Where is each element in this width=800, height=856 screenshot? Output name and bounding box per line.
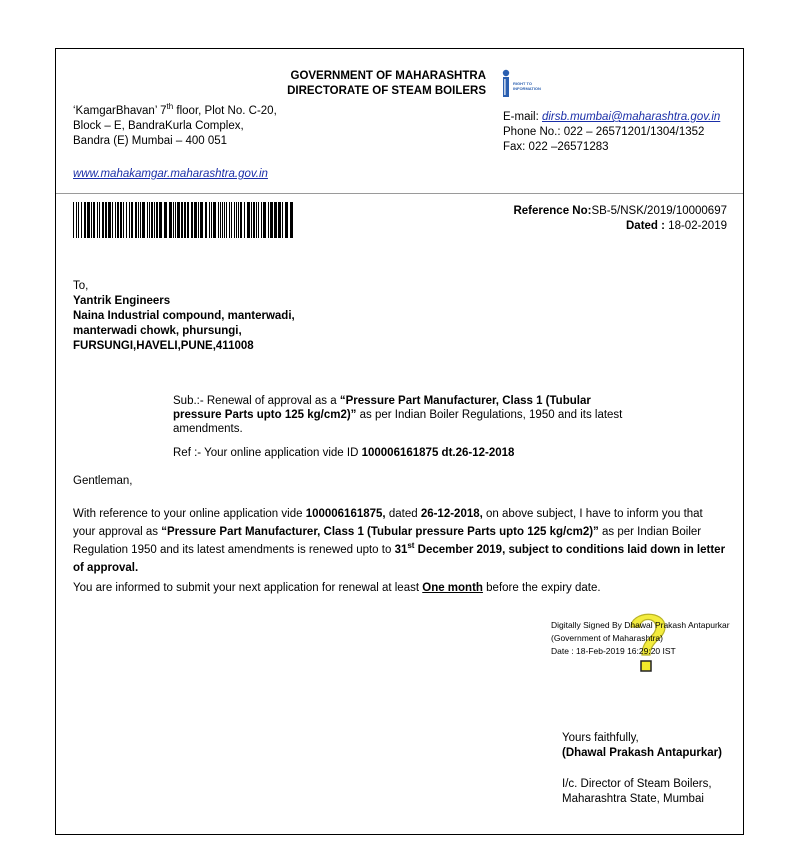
email-label: E-mail: [503,111,542,123]
barcode-bar [154,202,155,238]
barcode-bar [147,202,148,238]
phone-number: Phone No.: 022 – 26571201/1304/1352 [503,126,705,138]
letter-page [55,48,744,835]
barcode-bar [151,202,153,238]
subject-line: Sub.:- Renewal of approval as a “Pressure Part Manufacturer, Class 1 (Tubular pressure Parts upto 125 kg/cm2)” as per Indian Boiler Regulations, 1950 and its latest amendments. [173,395,623,435]
barcode-bar [173,202,174,238]
barcode-bar [112,202,113,238]
rti-logo-text-2: INFORMATION [513,86,541,91]
barcode-bar [76,202,77,238]
barcode-bar [211,202,212,238]
barcode-bar [177,202,180,238]
barcode-bar [278,202,281,238]
barcode-bar [220,202,221,238]
barcode-bar [156,202,158,238]
signatory-designation: I/c. Director of Steam Boilers, Maharashtra State, Mumbai [562,778,712,805]
reference-number: SB-5/NSK/2019/10000697 [591,205,727,217]
barcode-bar [120,202,122,238]
recipient-block: To, Yantrik Engineers Naina Industrial compound, manterwadi, manterwadi chowk, phursungi, FURSUNGI,HAVELI,PUNE,411008 [73,280,295,352]
barcode-bar [159,202,162,238]
barcode-bar [115,202,116,238]
barcode-bar [181,202,183,238]
barcode-bar [87,202,90,238]
barcode-bar [169,202,172,238]
barcode-bar [270,202,273,238]
barcode-bar [224,202,225,238]
website [73,168,268,180]
barcode-bar [229,202,230,238]
barcode-bar [263,202,266,238]
barcode-bar [238,202,239,238]
barcode-bar [164,202,167,238]
barcode-bar [191,202,193,238]
barcode-bar [244,202,245,238]
barcode-bar [247,202,250,238]
office-address: ‘KamgarBhavan’ 7th floor, Plot No. C-20, Block – E, BandraKurla Complex, Bandra (E) Mumbai – 400 051 [73,102,277,147]
barcode-bar [142,202,145,238]
barcode-bar [268,202,269,238]
barcode-bar [184,202,186,238]
barcode-bar [200,202,203,238]
barcode-bar [256,202,257,238]
barcode-bar [123,202,124,238]
rti-logo [500,69,560,99]
barcode-bar [231,202,232,238]
barcode-bar [81,202,82,238]
barcode-bar [209,202,210,238]
barcode-bar [73,202,74,238]
barcode-bar [282,202,283,238]
barcode-bar [290,202,293,238]
reference-label: Reference No: [513,205,592,217]
barcode-bar [131,202,133,238]
barcode-bar [274,202,277,238]
barcode-bar [226,202,227,238]
barcode-bar [194,202,197,238]
barcode-bar [126,202,127,238]
barcode-bar [234,202,235,238]
barcode-bar [91,202,92,238]
barcode-bar [236,202,237,238]
recipient-name: Yantrik Engineers [73,295,171,307]
barcode [73,202,293,238]
org-title [286,69,486,99]
reference-line: Ref :- Your online application vide ID 100006161875 dt.26-12-2018 [173,447,515,459]
barcode-bar [218,202,219,238]
barcode-bar [99,202,100,238]
org-line-2: DIRECTORATE OF STEAM BOILERS [287,85,486,97]
barcode-bar [258,202,259,238]
digital-signature: Digitally Signed By Dhawal Prakash Antapurkar (Government of Maharashtra) Date : 18-Feb-2019 16:29:20 IST [551,620,730,656]
barcode-bar [102,202,104,238]
barcode-bar [78,202,79,238]
barcode-bar [135,202,137,238]
barcode-bar [93,202,95,238]
salutation: Gentleman, [73,475,133,487]
barcode-bar [138,202,139,238]
fax-number: Fax: 022 –26571283 [503,141,609,153]
org-line-1: GOVERNMENT OF MAHARASHTRA [290,70,486,82]
body-paragraph-2: You are informed to submit your next application for renewal at least One month before the expiry date. [73,582,601,594]
barcode-bar [205,202,207,238]
closing: Yours faithfully, (Dhawal Prakash Antapurkar) [562,732,722,759]
body-paragraph-1: With reference to your online application vide 100006161875, dated 26-12-2018, on above subject, I have to inform you that your approval as “Pressure Part Manufacturer, Class 1 (Tubular pressure Parts upto 125 kg/cm2)” as per Indian Boiler Regulation 1950 and its latest amendments is renewed upto to 31st December 2019, subject to conditions laid down in letter of approval. [73,508,726,574]
contact-details [503,110,720,155]
barcode-bar [97,202,98,238]
dated-label: Dated : [626,220,669,232]
barcode-bar [117,202,119,238]
website-link[interactable]: www.mahakamgar.maharashtra.gov.in [73,168,268,180]
barcode-bar [140,202,141,238]
barcode-bar [175,202,176,238]
barcode-bar [129,202,130,238]
barcode-bar [187,202,189,238]
reference-block [513,204,727,234]
signatory-name: (Dhawal Prakash Antapurkar) [562,747,722,759]
barcode-bar [105,202,107,238]
barcode-bar [198,202,199,238]
barcode-bar [149,202,150,238]
barcode-bar [213,202,216,238]
email-link[interactable]: dirsb.mumbai@maharashtra.gov.in [541,111,721,123]
barcode-bar [240,202,242,238]
barcode-bar [285,202,288,238]
barcode-bar [222,202,223,238]
rti-logo-text-1: RIGHT TO [513,81,533,86]
barcode-bar [108,202,111,238]
dated-value: 18-02-2019 [668,220,727,232]
barcode-bar [251,202,252,238]
header-divider [56,193,743,194]
barcode-bar [261,202,262,238]
barcode-bar [253,202,255,238]
barcode-bar [84,202,86,238]
